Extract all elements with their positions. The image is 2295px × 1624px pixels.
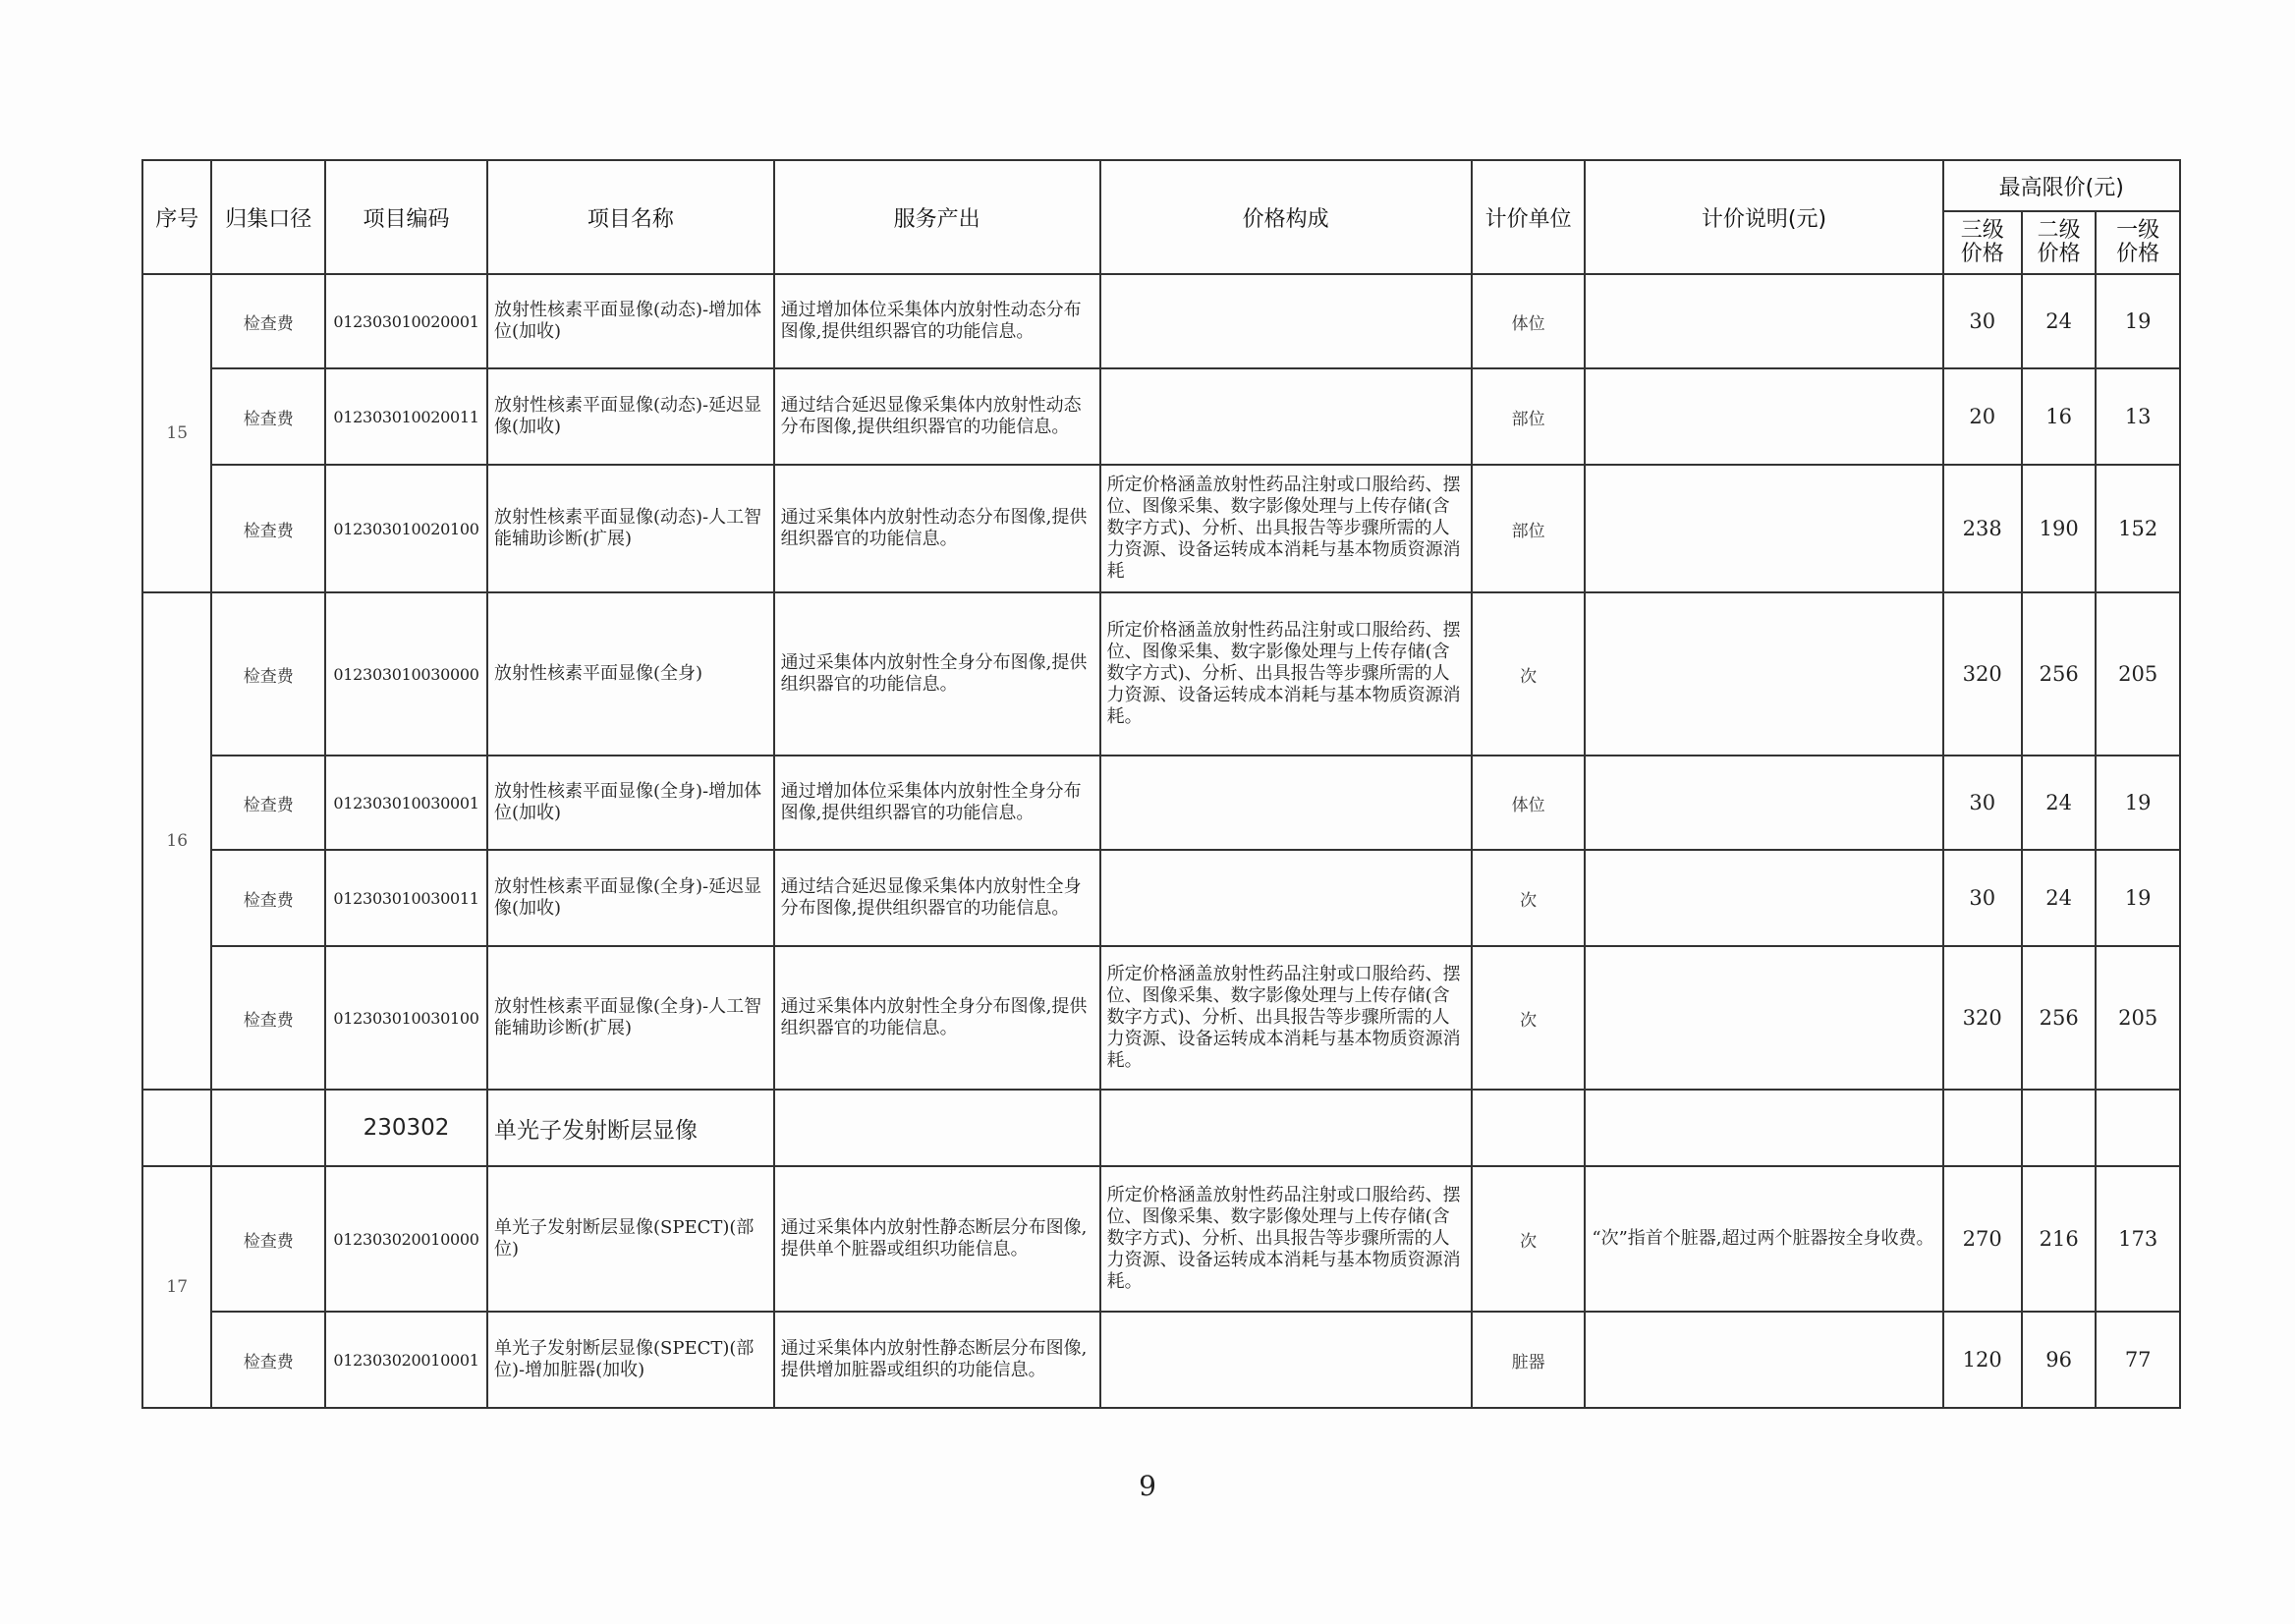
header-level3: 三级 价格 <box>1943 211 2022 274</box>
code-cell: 012303010020011 <box>325 368 487 465</box>
notes-cell <box>1585 368 1942 465</box>
unit-cell: 次 <box>1472 592 1586 756</box>
notes-cell <box>1585 274 1942 368</box>
price-level1: 152 <box>2096 465 2180 592</box>
header-name: 项目名称 <box>487 160 774 274</box>
composition-cell <box>1100 368 1472 465</box>
category-cell: 检查费 <box>211 1312 325 1408</box>
price-level3: 20 <box>1943 368 2022 465</box>
group-seq-16: 16 <box>142 592 211 1090</box>
header-seq: 序号 <box>142 160 211 274</box>
output-cell: 通过增加体位采集体内放射性动态分布图像,提供组织器官的功能信息。 <box>774 274 1100 368</box>
price-level1: 205 <box>2096 946 2180 1090</box>
notes-cell <box>1585 850 1942 946</box>
composition-cell: 所定价格涵盖放射性药品注射或口服给药、摆位、图像采集、数字影像处理与上传存储(含数字方式)、分析、出具报告等步骤所需的人力资源、设备运转成本消耗与基本物质资源消耗。 <box>1100 1166 1472 1312</box>
code-cell: 012303010020100 <box>325 465 487 592</box>
notes-cell <box>1585 592 1942 756</box>
notes-cell <box>1585 465 1942 592</box>
group-seq-15: 15 <box>142 274 211 592</box>
header-notes: 计价说明(元) <box>1585 160 1942 274</box>
price-level3: 120 <box>1943 1312 2022 1408</box>
price-level2: 16 <box>2022 368 2096 465</box>
header-code: 项目编码 <box>325 160 487 274</box>
price-level1: 19 <box>2096 756 2180 850</box>
header-row <box>142 160 2180 211</box>
output-cell: 通过结合延迟显像采集体内放射性动态分布图像,提供组织器官的功能信息。 <box>774 368 1100 465</box>
category-cell: 检查费 <box>211 946 325 1090</box>
section-name: 单光子发射断层显像 <box>487 1090 774 1166</box>
category-cell: 检查费 <box>211 850 325 946</box>
category-cell: 检查费 <box>211 274 325 368</box>
name-cell: 单光子发射断层显像(SPECT)(部位) <box>487 1166 774 1312</box>
composition-cell: 所定价格涵盖放射性药品注射或口服给药、摆位、图像采集、数字影像处理与上传存储(含数字方式)、分析、出具报告等步骤所需的人力资源、设备运转成本消耗与基本物质资源消耗 <box>1100 465 1472 592</box>
output-cell: 通过采集体内放射性全身分布图像,提供组织器官的功能信息。 <box>774 592 1100 756</box>
price-level3: 238 <box>1943 465 2022 592</box>
table-row <box>142 274 2180 368</box>
price-level1: 19 <box>2096 850 2180 946</box>
name-cell: 放射性核素平面显像(动态)-人工智能辅助诊断(扩展) <box>487 465 774 592</box>
header-unit: 计价单位 <box>1472 160 1586 274</box>
price-level3: 320 <box>1943 946 2022 1090</box>
price-level2: 24 <box>2022 274 2096 368</box>
category-cell: 检查费 <box>211 465 325 592</box>
price-level1: 19 <box>2096 274 2180 368</box>
price-level1: 13 <box>2096 368 2180 465</box>
code-cell: 012303010020001 <box>325 274 487 368</box>
header-level1: 一级 价格 <box>2096 211 2180 274</box>
composition-cell <box>1100 850 1472 946</box>
unit-cell: 次 <box>1472 946 1586 1090</box>
group-seq-17: 17 <box>142 1166 211 1408</box>
price-level3: 30 <box>1943 756 2022 850</box>
output-cell: 通过采集体内放射性静态断层分布图像,提供单个脏器或组织功能信息。 <box>774 1166 1100 1312</box>
unit-cell: 次 <box>1472 1166 1586 1312</box>
composition-cell <box>1100 756 1472 850</box>
table-row <box>142 592 2180 756</box>
price-level1: 77 <box>2096 1312 2180 1408</box>
notes-cell <box>1585 1312 1942 1408</box>
unit-cell: 体位 <box>1472 274 1586 368</box>
code-cell: 012303010030100 <box>325 946 487 1090</box>
table-row <box>142 946 2180 1090</box>
name-cell: 放射性核素平面显像(动态)-延迟显像(加收) <box>487 368 774 465</box>
price-level2: 24 <box>2022 850 2096 946</box>
section-category <box>211 1090 325 1166</box>
notes-cell <box>1585 946 1942 1090</box>
composition-cell <box>1100 1312 1472 1408</box>
category-cell: 检查费 <box>211 756 325 850</box>
price-table <box>141 159 2181 1409</box>
unit-cell: 部位 <box>1472 368 1586 465</box>
code-cell: 012303010030001 <box>325 756 487 850</box>
price-level2: 256 <box>2022 592 2096 756</box>
price-level2: 96 <box>2022 1312 2096 1408</box>
price-level2: 256 <box>2022 946 2096 1090</box>
output-cell: 通过增加体位采集体内放射性全身分布图像,提供组织器官的功能信息。 <box>774 756 1100 850</box>
header-level2: 二级 价格 <box>2022 211 2096 274</box>
composition-cell: 所定价格涵盖放射性药品注射或口服给药、摆位、图像采集、数字影像处理与上传存储(含数字方式)、分析、出具报告等步骤所需的人力资源、设备运转成本消耗与基本物质资源消耗。 <box>1100 946 1472 1090</box>
code-cell: 012303010030000 <box>325 592 487 756</box>
table-row <box>142 850 2180 946</box>
name-cell: 放射性核素平面显像(全身)-延迟显像(加收) <box>487 850 774 946</box>
price-level3: 30 <box>1943 850 2022 946</box>
price-level3: 320 <box>1943 592 2022 756</box>
header-composition: 价格构成 <box>1100 160 1472 274</box>
category-cell: 检查费 <box>211 592 325 756</box>
table-row <box>142 756 2180 850</box>
output-cell: 通过采集体内放射性全身分布图像,提供组织器官的功能信息。 <box>774 946 1100 1090</box>
output-cell: 通过采集体内放射性动态分布图像,提供组织器官的功能信息。 <box>774 465 1100 592</box>
name-cell: 放射性核素平面显像(全身)-增加体位(加收) <box>487 756 774 850</box>
header-category: 归集口径 <box>211 160 325 274</box>
price-level2: 24 <box>2022 756 2096 850</box>
table-row <box>142 1166 2180 1312</box>
section-row <box>142 1090 2180 1166</box>
code-cell: 012303010030011 <box>325 850 487 946</box>
name-cell: 放射性核素平面显像(全身)-人工智能辅助诊断(扩展) <box>487 946 774 1090</box>
composition-cell: 所定价格涵盖放射性药品注射或口服给药、摆位、图像采集、数字影像处理与上传存储(含数字方式)、分析、出具报告等步骤所需的人力资源、设备运转成本消耗与基本物质资源消耗。 <box>1100 592 1472 756</box>
page-number: 9 <box>1139 1470 1156 1502</box>
name-cell: 放射性核素平面显像(全身) <box>487 592 774 756</box>
section-code: 230302 <box>325 1090 487 1166</box>
name-cell: 放射性核素平面显像(动态)-增加体位(加收) <box>487 274 774 368</box>
price-level1: 173 <box>2096 1166 2180 1312</box>
header-max-price: 最高限价(元) <box>1943 160 2181 211</box>
unit-cell: 体位 <box>1472 756 1586 850</box>
composition-cell <box>1100 274 1472 368</box>
unit-cell: 部位 <box>1472 465 1586 592</box>
price-level1: 205 <box>2096 592 2180 756</box>
price-level3: 270 <box>1943 1166 2022 1312</box>
notes-cell <box>1585 756 1942 850</box>
output-cell: 通过采集体内放射性静态断层分布图像,提供增加脏器或组织的功能信息。 <box>774 1312 1100 1408</box>
table-row <box>142 465 2180 592</box>
code-cell: 012303020010001 <box>325 1312 487 1408</box>
price-level3: 30 <box>1943 274 2022 368</box>
table-row <box>142 368 2180 465</box>
unit-cell: 次 <box>1472 850 1586 946</box>
name-cell: 单光子发射断层显像(SPECT)(部位)-增加脏器(加收) <box>487 1312 774 1408</box>
table-row <box>142 1312 2180 1408</box>
price-level2: 216 <box>2022 1166 2096 1312</box>
code-cell: 012303020010000 <box>325 1166 487 1312</box>
notes-cell: “次”指首个脏器,超过两个脏器按全身收费。 <box>1585 1166 1942 1312</box>
category-cell: 检查费 <box>211 368 325 465</box>
unit-cell: 脏器 <box>1472 1312 1586 1408</box>
price-level2: 190 <box>2022 465 2096 592</box>
category-cell: 检查费 <box>211 1166 325 1312</box>
section-seq <box>142 1090 211 1166</box>
header-output: 服务产出 <box>774 160 1100 274</box>
output-cell: 通过结合延迟显像采集体内放射性全身分布图像,提供组织器官的功能信息。 <box>774 850 1100 946</box>
